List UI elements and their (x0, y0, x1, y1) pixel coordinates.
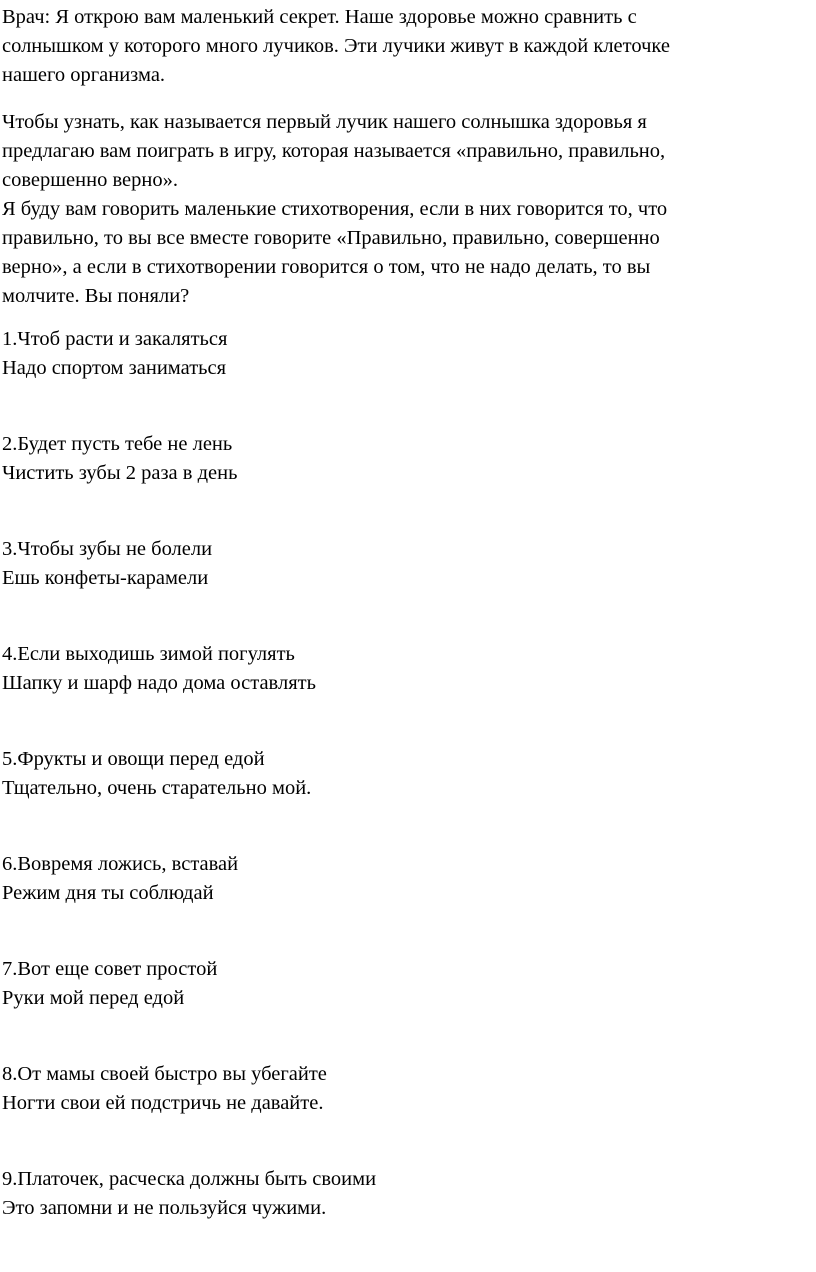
poem-line-2: Ногти свои ей подстричь не давайте. (2, 1092, 324, 1114)
game-rules-paragraph (2, 108, 667, 311)
poem-line-2: Руки мой перед едой (2, 987, 185, 1009)
poem-1 (2, 325, 227, 383)
rules-line: Чтобы узнать, как называется первый лучик нашего солнышка здоровья я (2, 111, 647, 133)
intro-line: нашего организма. (2, 64, 166, 86)
poem-line-1: 5.Фрукты и овощи перед едой (2, 748, 265, 770)
poem-line-1: 2.Будет пусть тебе не лень (2, 433, 233, 455)
poem-line-1: 4.Если выходишь зимой погулять (2, 643, 295, 665)
poem-5 (2, 745, 311, 803)
rules-line: предлагаю вам поиграть в игру, которая называется «правильно, правильно, (2, 140, 666, 162)
poem-line-2: Надо спортом заниматься (2, 357, 227, 379)
poem-line-1: 6.Вовремя ложись, вставай (2, 853, 239, 875)
poem-line-1: 8.От мамы своей быстро вы убегайте (2, 1063, 327, 1085)
rules-line: Я буду вам говорить маленькие стихотворения, если в них говорится то, что (2, 198, 668, 220)
rules-line: молчите. Вы поняли? (2, 285, 190, 307)
poem-8 (2, 1060, 327, 1118)
poem-6 (2, 850, 238, 908)
poem-7 (2, 955, 217, 1013)
poem-line-2: Режим дня ты соблюдай (2, 882, 214, 904)
poem-2 (2, 430, 237, 488)
poem-line-2: Тщательно, очень старательно мой. (2, 777, 312, 799)
rules-line: совершенно верно». (2, 169, 178, 191)
poem-9 (2, 1165, 376, 1223)
poem-line-1: 9.Платочек, расческа должны быть своими (2, 1168, 377, 1190)
poem-line-2: Шапку и шарф надо дома оставлять (2, 672, 316, 694)
poem-line-1: 1.Чтоб расти и закаляться (2, 328, 228, 350)
poem-line-1: 7.Вот еще совет простой (2, 958, 218, 980)
poem-4 (2, 640, 316, 698)
intro-line: Врач: Я открою вам маленький секрет. Наше здоровье можно сравнить с (2, 6, 637, 28)
poem-line-1: 3.Чтобы зубы не болели (2, 538, 213, 560)
rules-line: правильно, то вы все вместе говорите «Правильно, правильно, совершенно (2, 227, 660, 249)
poem-3 (2, 535, 212, 593)
poem-line-2: Чистить зубы 2 раза в день (2, 462, 238, 484)
rules-line: верно», а если в стихотворении говорится о том, что не надо делать, то вы (2, 256, 651, 278)
poem-line-2: Это запомни и не пользуйся чужими. (2, 1197, 327, 1219)
poem-line-2: Ешь конфеты-карамели (2, 567, 209, 589)
intro-paragraph (2, 3, 670, 90)
intro-line: солнышком у которого много лучиков. Эти лучики живут в каждой клеточке (2, 35, 670, 57)
